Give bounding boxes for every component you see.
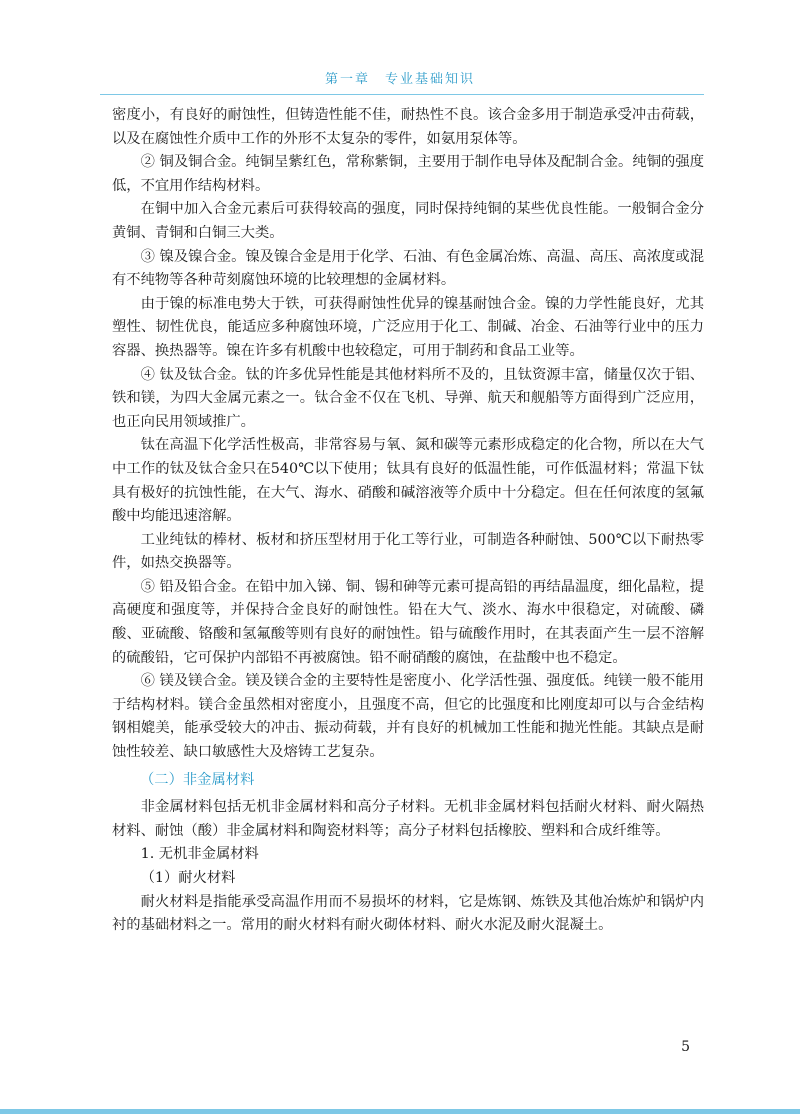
paragraph-titanium-properties: 钛在高温下化学活性极高，非常容易与氧、氮和碳等元素形成稳定的化合物，所以在大气中工作的钛及钛合金只在540℃以下使用；钛具有良好的低温性能，可作低温材料；常温下钛具有极好的抗蚀性能，在大气、海水、硝酸和碱溶液等介质中十分稳定。但在任何浓度的氢氟酸中均能迅速溶解。 (112, 437, 704, 525)
subheading-inorganic: 1. 无机非金属材料 (140, 846, 259, 863)
header-rule (100, 94, 704, 95)
paragraph-copper-alloys: 在铜中加入合金元素后可获得较高的强度，同时保持纯铜的某些优良性能。一般铜合金分黄铜、青铜和白铜三大类。 (112, 201, 704, 241)
subheading-refractory: （1）耐火材料 (140, 870, 236, 886)
paragraph-copper: ② 铜及铜合金。纯铜呈紫红色，常称紫铜，主要用于制作电导体及配制合金。纯铜的强度低，不宜用作结构材料。 (112, 154, 704, 194)
paragraph-lead: ⑤ 铅及铅合金。在铅中加入锑、铜、锡和砷等元素可提高铅的再结晶温度，细化晶粒，提高硬度和强度等，并保持合金良好的耐蚀性。铅在大气、淡水、海水中很稳定，对硫酸、磷酸、亚硫酸、铬酸和氢氟酸等则有良好的耐蚀性。铅与硫酸作用时，在其表面产生一层不溶解的硫酸铅，它可保护内部铅不再被腐蚀。铅不耐硝酸的腐蚀，在盐酸中也不稳定。 (112, 578, 704, 666)
paragraph-nonmetal-intro: 非金属材料包括无机非金属材料和高分子材料。无机非金属材料包括耐火材料、耐火隔热材料、耐蚀（酸）非金属材料和陶瓷材料等；高分子材料包括橡胶、塑料和合成纤维等。 (112, 799, 704, 839)
body-text (112, 104, 704, 938)
page-number: 5 (681, 1039, 690, 1055)
paragraph-titanium-uses: 工业纯钛的棒材、板材和挤压型材用于化工等行业，可制造各种耐蚀、500℃以下耐热零件，如热交换器等。 (112, 531, 704, 572)
paragraph-aluminum-continued: 密度小，有良好的耐蚀性，但铸造性能不佳，耐热性不良。该合金多用于制造承受冲击荷载，以及在腐蚀性介质中工作的外形不太复杂的零件，如氨用泵体等。 (112, 107, 704, 147)
paragraph-refractory: 耐火材料是指能承受高温作用而不易损坏的材料，它是炼钢、炼铁及其他冶炼炉和锅炉内衬的基础材料之一。常用的耐火材料有耐火砌体材料、耐火水泥及耐火混凝土。 (112, 893, 704, 934)
paragraph-titanium: ④ 钛及钛合金。钛的许多优异性能是其他材料所不及的，且钛资源丰富，储量仅次于铝、铁和镁，为四大金属元素之一。钛合金不仅在飞机、导弹、航天和舰船等方面得到广泛应用，也正向民用领域推广。 (112, 366, 704, 430)
paragraph-nickel-properties: 由于镍的标准电势大于铁，可获得耐蚀性优异的镍基耐蚀合金。镍的力学性能良好，尤其塑性、韧性优良，能适应多种腐蚀环境，广泛应用于化工、制碱、冶金、石油等行业中的压力容器、换热器等。镍在许多有机酸中也较稳定，可用于制药和食品工业等。 (112, 295, 704, 359)
paragraph-magnesium: ⑥ 镁及镁合金。镁及镁合金的主要特性是密度小、化学活性强、强度低。纯镁一般不能用于结构材料。镁合金虽然相对密度小，且强度不高，但它的比强度和比刚度却可以与合金结构钢相媲美，能承受较大的冲击、振动荷载，并有良好的机械加工性能和抛光性能。其缺点是耐蚀性较差、缺口敏感性大及熔铸工艺复杂。 (112, 673, 704, 761)
section-heading: （二）非金属材料 (140, 771, 255, 788)
running-head: 第一章 专业基础知识 (324, 72, 475, 87)
paragraph-nickel: ③ 镍及镍合金。镍及镍合金是用于化学、石油、有色金属冶炼、高温、高压、高浓度或混有不纯物等各种苛刻腐蚀环境的比较理想的金属材料。 (112, 248, 704, 289)
